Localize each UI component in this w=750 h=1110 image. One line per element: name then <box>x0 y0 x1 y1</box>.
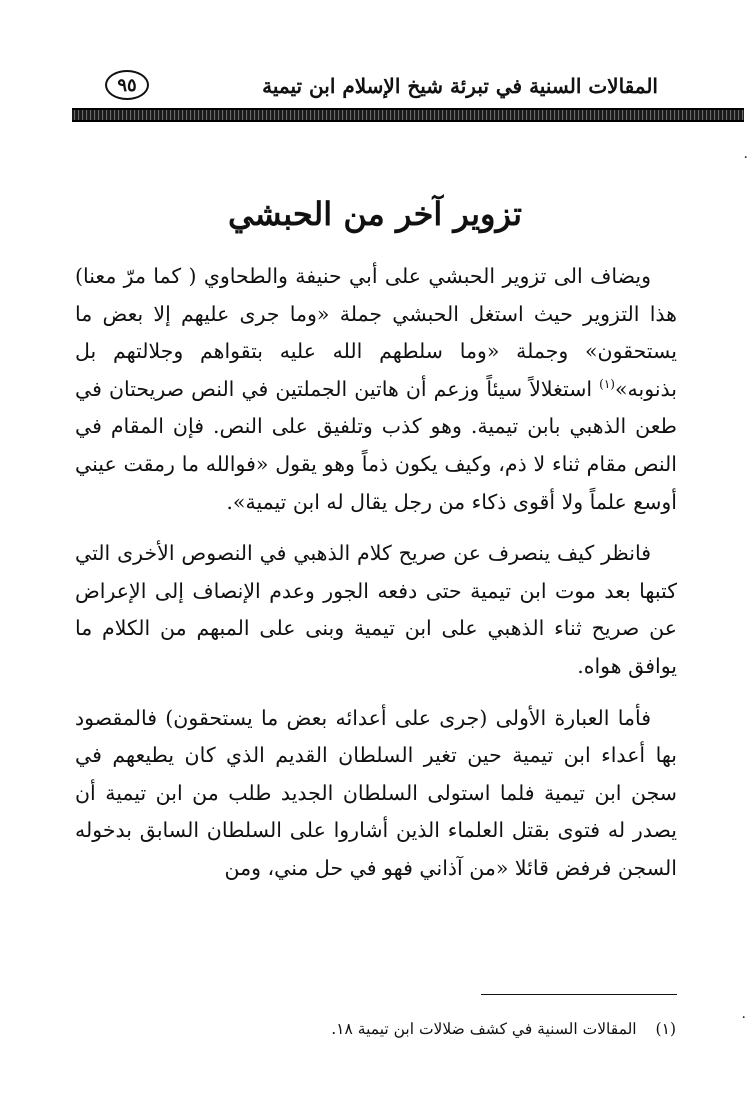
paragraph-1-text-b: استغلالاً سيئاً وزعم أن هاتين الجملتين في النص صريحتان في طعن الذهبي بابن تيمية. وهو كذب وتلفيق على النص. فإن المقام في النص مقام ثناء لا ذم، وكيف يكون ذماً وهو يقول «فوالله ما رمقت عيني أوسع علماً ولا أقوى ذكاء من رجل يقال له ابن تيمية». <box>75 376 677 514</box>
paragraph-1-text-a: ويضاف الى تزوير الحبشي على أبي حنيفة والطحاوي ( كما مرّ معنا) هذا التزوير حيث استغل الحبشي جملة «وما جرى عليهم إلا بعض ما يستحقون» وجملة «وما سلطهم الله عليه بتقواهم وجلالتهم بل بذنوبه» <box>75 264 677 401</box>
footnote-rule <box>481 994 677 995</box>
header-rule <box>72 110 744 120</box>
page-number-badge <box>105 70 149 100</box>
footnote-reference: (١) <box>599 376 615 391</box>
page-number: ٩٥ <box>117 74 137 96</box>
article-title: تزوير آخر من الحبشي <box>228 195 522 233</box>
paragraph-3: فأما العبارة الأولى (جرى على أعدائه بعض ما يستحقون) فالمقصود بها أعداء ابن تيمية حين تغير السلطان القديم الذي كان يطيعهم في سجن ابن تيمية فلما استولى السلطان الجديد طلب من ابن تيمية أن يصدر له فتوى بقتل العلماء الذين أشاروا على السلطان السابق بدخوله السجن فرفض قائلا «من آذاني فهو في حل مني، ومن <box>75 705 677 880</box>
paragraph-2: فانظر كيف ينصرف عن صريح كلام الذهبي في النصوص الأخرى التي كتبها بعد موت ابن تيمية حتى دفعه الجور وعدم الإنصاف إلى الإعراض عن صريح ثناء الذهبي على ابن تيمية وبنى على المبهم من الكلام ما يوافق هواه. <box>75 541 677 678</box>
paragraph-1 <box>75 258 677 521</box>
footnote <box>331 1020 676 1038</box>
footnote-text: المقالات السنية في كشف ضلالات ابن تيمية ١٨. <box>331 1020 637 1038</box>
running-header-title: المقالات السنية في تبرئة شيخ الإسلام ابن تيمية <box>262 74 658 98</box>
header-rule-bottom <box>72 120 744 122</box>
footnote-number: (١) <box>655 1020 676 1038</box>
article-body <box>75 258 677 902</box>
scan-mark: · <box>743 150 748 166</box>
scan-mark: · <box>741 1010 746 1026</box>
